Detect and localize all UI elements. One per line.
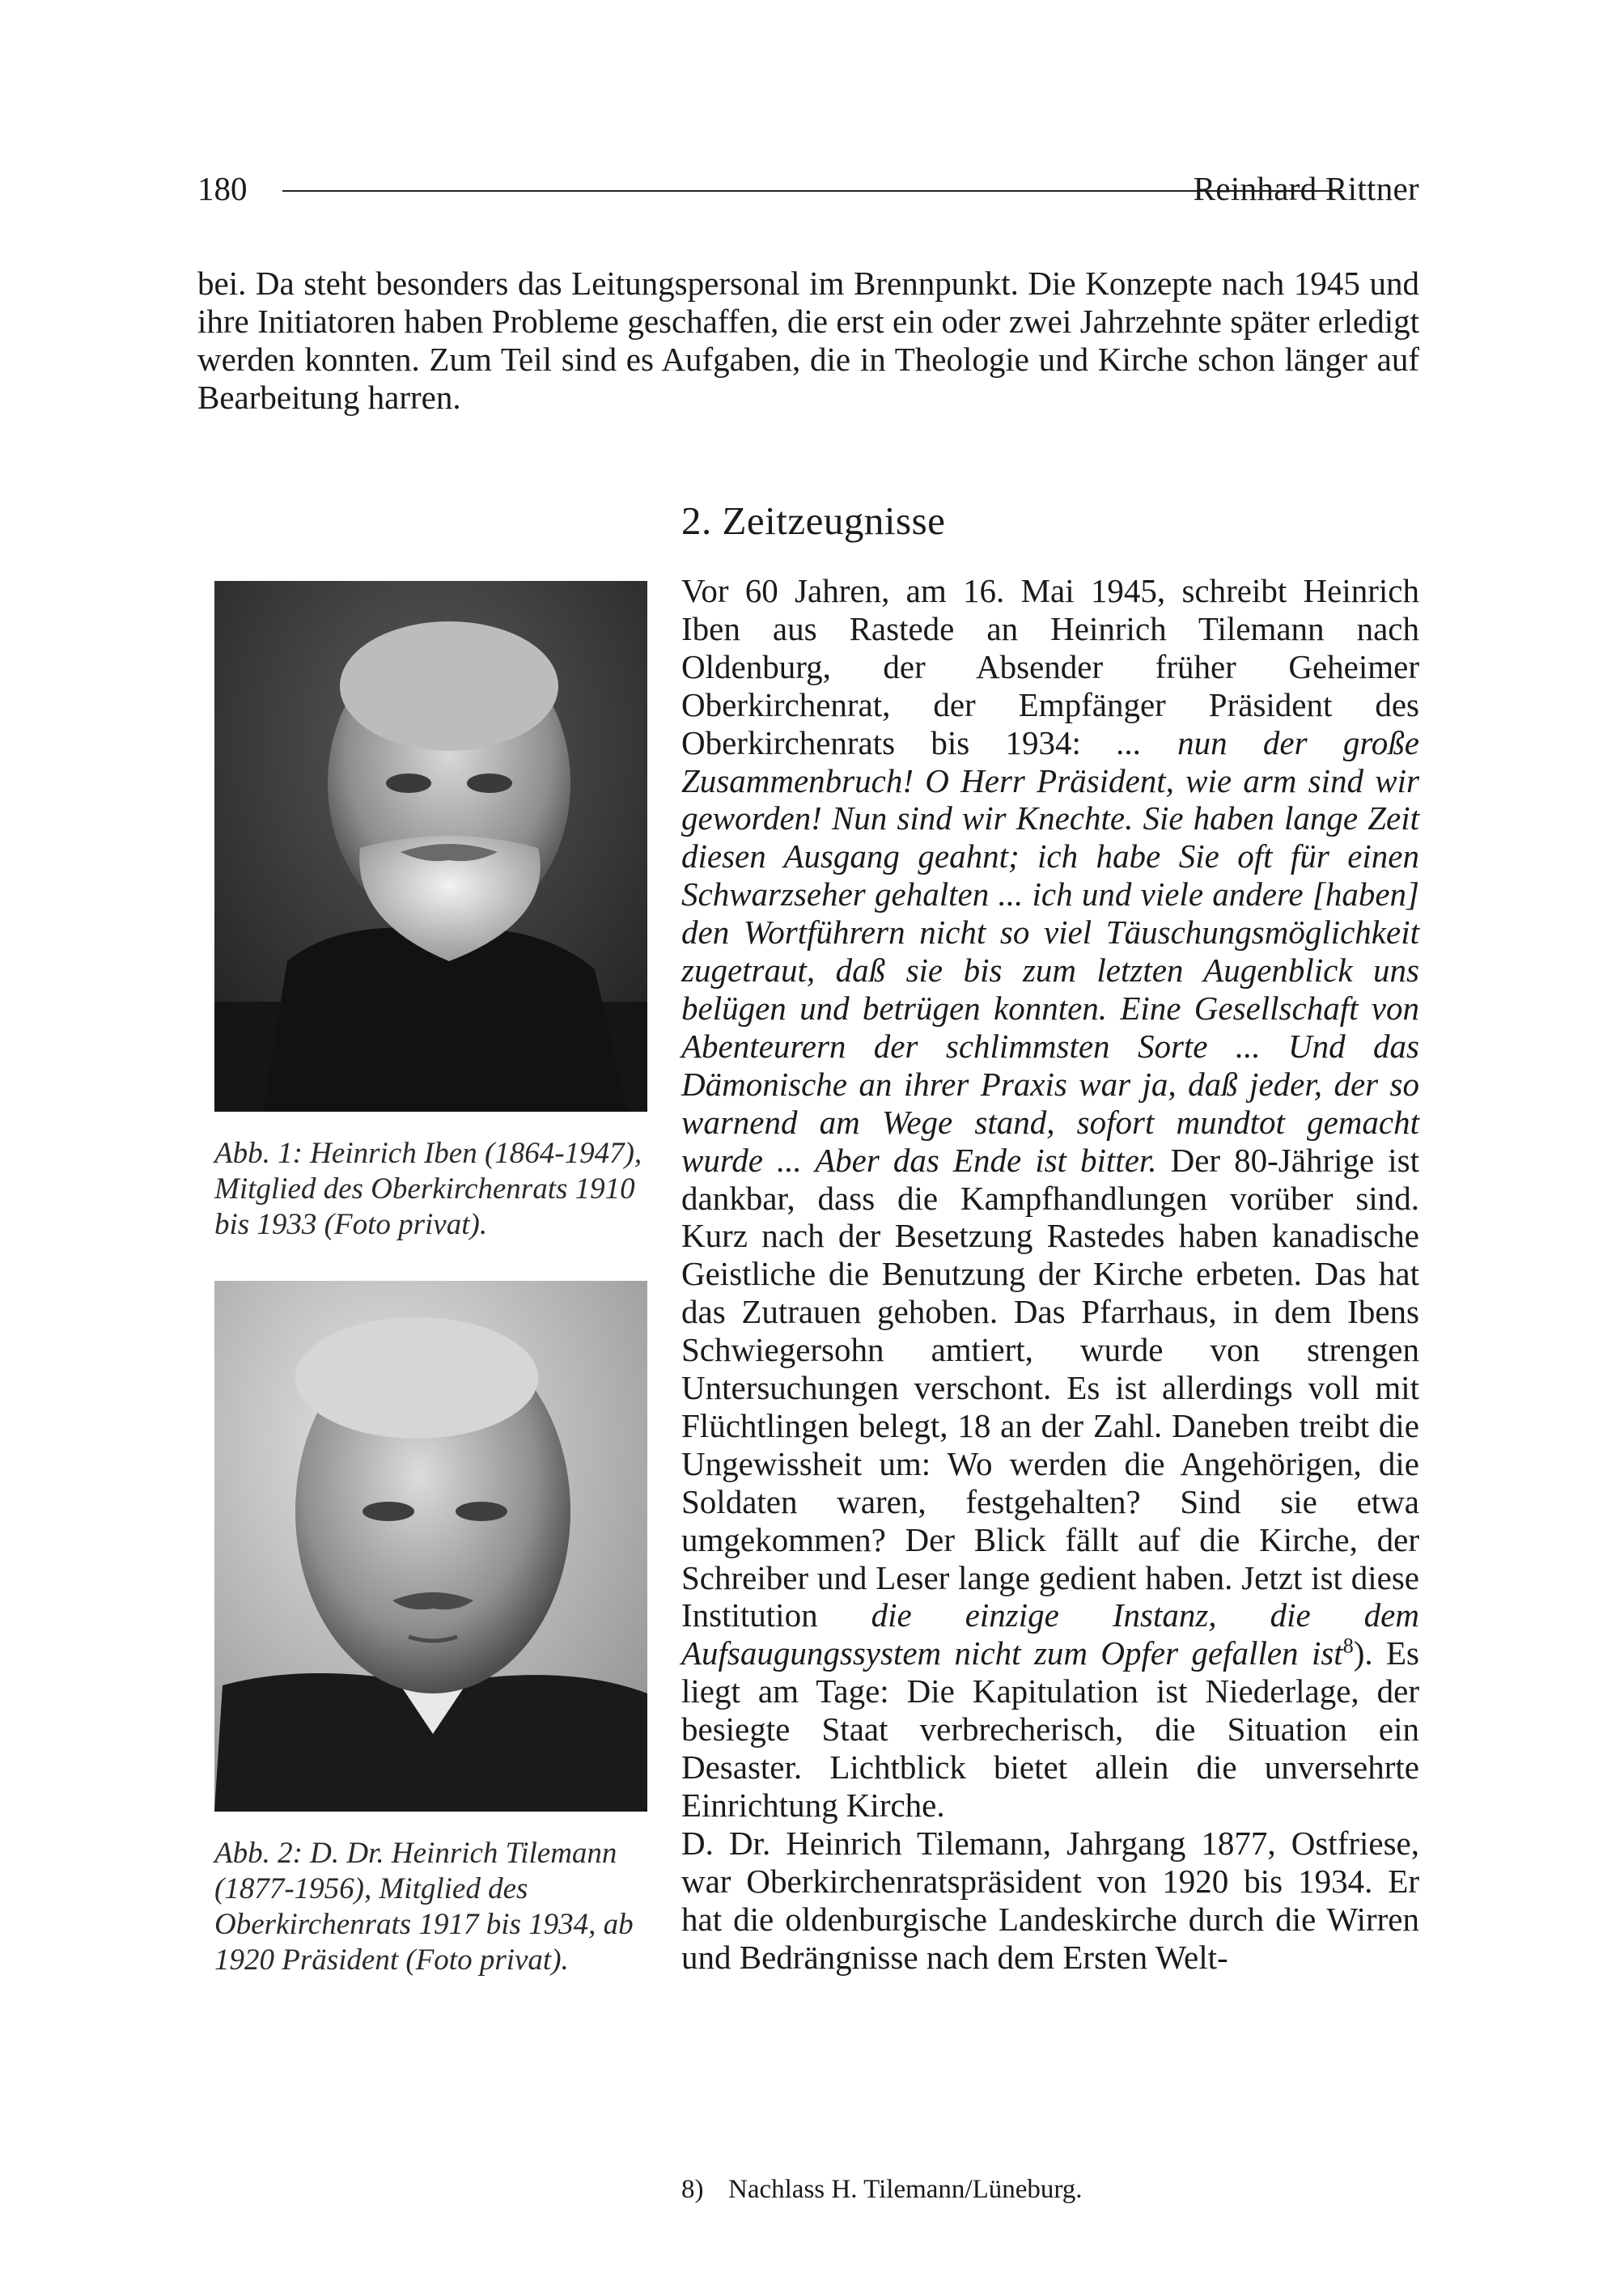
portrait-photo-iben	[214, 581, 647, 1112]
body-paragraph-2: D. Dr. Heinrich Tilemann, Jahrgang 1877, Ostfriese, war Oberkirchenratspräsident von 1920 bis 1934. Er hat die oldenburgische Landeskirche durch die Wirren und Bedrängnisse nach dem Ersten Welt-	[681, 1824, 1419, 1976]
footnote-reference: 8	[1342, 1634, 1354, 1658]
figure-2-caption: Abb. 2: D. Dr. Heinrich Tilemann (1877-1956), Mitglied des Oberkirchenrats 1917 bis 1934, ab 1920 Präsident (Foto privat).	[214, 1837, 634, 1977]
main-text-column	[681, 572, 1419, 1977]
figure-2	[214, 1281, 655, 1977]
figure-1	[214, 581, 655, 1241]
figure-1-caption: Abb. 1: Heinrich Iben (1864-1947), Mitglied des Oberkirchenrats 1910 bis 1933 (Foto privat).	[214, 1137, 642, 1241]
portrait-photo-tilemann	[214, 1281, 647, 1812]
header-rule	[282, 190, 1342, 192]
section-title: 2. Zeitzeugnisse	[681, 498, 946, 543]
body-paragraph-1	[681, 572, 1419, 1825]
portrait-tilemann-image	[214, 1281, 647, 1812]
footnote-number: 8)	[681, 2175, 704, 2204]
body-text: Der 80-Jährige ist dankbar, dass die Kampfhandlungen vorüber sind. Kurz nach der Besetzung Rastedes haben kanadische Geistliche die Benutzung der Kirche erbeten. Das hat das Zutrauen gehoben. Das Pfarrhaus, in dem Ibens Schwiegersohn amtiert, wurde von strengen Untersuchungen verschont. Es ist allerdings voll mit Flüchtlingen belegt, 18 an der Zahl. Daneben treibt die Ungewissheit um: Wo werden die Angehörigen, die Soldaten waren, festgehalten? Sind sie etwa umgekommen? Der Blick fällt auf die Kirche, der Schreiber und Leser lange gedient haben. Jetzt ist diese Institution	[681, 1141, 1420, 1634]
quotation: die einzige Instanz, die dem Aufsaugungssystem nicht zum Opfer gefallen ist	[681, 1596, 1419, 1672]
footnote	[681, 2173, 1083, 2206]
footnote-text: Nachlass H. Tilemann/Lüneburg.	[728, 2175, 1083, 2204]
quotation: ... nun der große Zusammenbruch! O Herr Präsident, wie arm sind wir geworden! Nun sind wir Knechte. Sie haben lange Zeit diesen Ausgang geahnt; ich habe Sie oft für einen Schwarzseher gehalten ... ich und viele andere [haben] den Wortführern nicht so viel Täuschungsmöglichkeit zugetraut, daß sie bis zum letzten Augenblick uns belügen und betrügen konnten. Eine Gesellschaft von Abenteurern der schlimmsten Sorte ... Und das Dämonische an ihrer Praxis war ja, daß jeder, der so warnend am Wege stand, sofort mundtot gemacht wurde ... Aber das Ende ist bitter.	[681, 723, 1419, 1179]
page-number: 180	[197, 170, 248, 207]
body-text: Vor 60 Jahren, am 16. Mai 1945, schreibt Heinrich Iben aus Rastede an Heinrich Tilemann nach Oldenburg, der Absender früher Geheimer Oberkirchenrat, der Empfänger Präsident des Oberkirchenrats bis 1934:	[681, 572, 1419, 761]
running-header	[197, 166, 1419, 211]
portrait-iben-image	[214, 581, 647, 1112]
body-text: ). Es liegt am Tage: Die Kapitulation ist Niederlage, der besiegte Staat verbrecherisch, die Situation ein Desaster. Lichtblick bietet allein die unversehrte Einrichtung Kirche.	[681, 1634, 1419, 1824]
header-author: Reinhard Rittner	[1193, 170, 1419, 207]
intro-paragraph: bei. Da steht besonders das Leitungspersonal im Brennpunkt. Die Konzepte nach 1945 und ihre Initiatoren haben Probleme geschaffen, die erst ein oder zwei Jahrzehnte später erledigt werden konnten. Zum Teil sind es Aufgaben, die in Theologie und Kirche schon länger auf Bearbeitung harren.	[197, 265, 1419, 416]
